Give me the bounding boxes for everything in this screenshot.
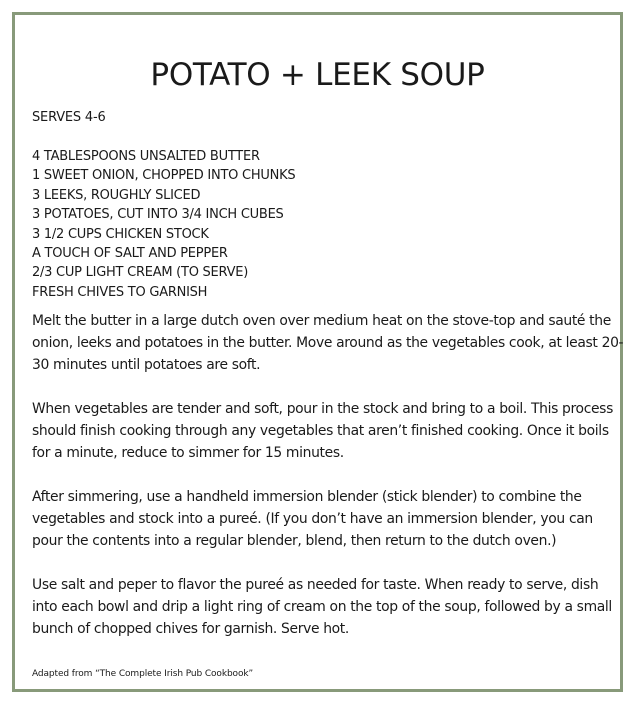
ingredient-item: 1 SWEET ONION, CHOPPED INTO CHUNKS xyxy=(32,168,296,184)
ingredient-item: FRESH CHIVES TO GARNISH xyxy=(32,284,208,300)
instruction-step: Use salt and peper to flavor the pureé as needed for taste. When ready to serve, dish into each bowl and drip a light ring of cream on the top of the soup, followed by a small bunch of chopped chives for garnish. Serve hot. xyxy=(32,577,612,637)
ingredient-item: 2/3 CUP LIGHT CREAM (TO SERVE) xyxy=(32,265,249,281)
recipe-title: POTATO + LEEK SOUP xyxy=(150,57,485,93)
source-credit: Adapted from “The Complete Irish Pub Cookbook” xyxy=(32,669,254,679)
ingredient-item: A TOUCH OF SALT AND PEPPER xyxy=(32,246,228,262)
ingredient-item: 3 POTATOES, CUT INTO 3/4 INCH CUBES xyxy=(32,207,284,223)
ingredient-item: 3 LEEKS, ROUGHLY SLICED xyxy=(32,187,201,203)
instruction-step: When vegetables are tender and soft, pour in the stock and bring to a boil. This process should finish cooking through any vegetables that aren’t finished cooking. Once it boils for a minute, reduce to simmer for 15 minutes. xyxy=(32,401,613,461)
ingredient-list xyxy=(32,147,295,302)
instruction-step: After simmering, use a handheld immersion blender (stick blender) to combine the vegetables and stock into a pureé. (If you don’t have an immersion blender, you can pour the contents into a regular blender, blend, then return to the dutch oven.) xyxy=(32,489,593,549)
ingredient-item: 3 1/2 CUPS CHICKEN STOCK xyxy=(32,226,209,242)
serves-count: SERVES 4-6 xyxy=(32,110,106,125)
instructions xyxy=(32,310,624,662)
ingredient-item: 4 TABLESPOONS UNSALTED BUTTER xyxy=(32,149,260,164)
instruction-step: Melt the butter in a large dutch oven over medium heat on the stove-top and sauté the onion, leeks and potatoes in the butter. Move around as the vegetables cook, at least 20-30 minutes until potatoes are soft. xyxy=(32,313,624,373)
recipe-card xyxy=(12,12,623,692)
